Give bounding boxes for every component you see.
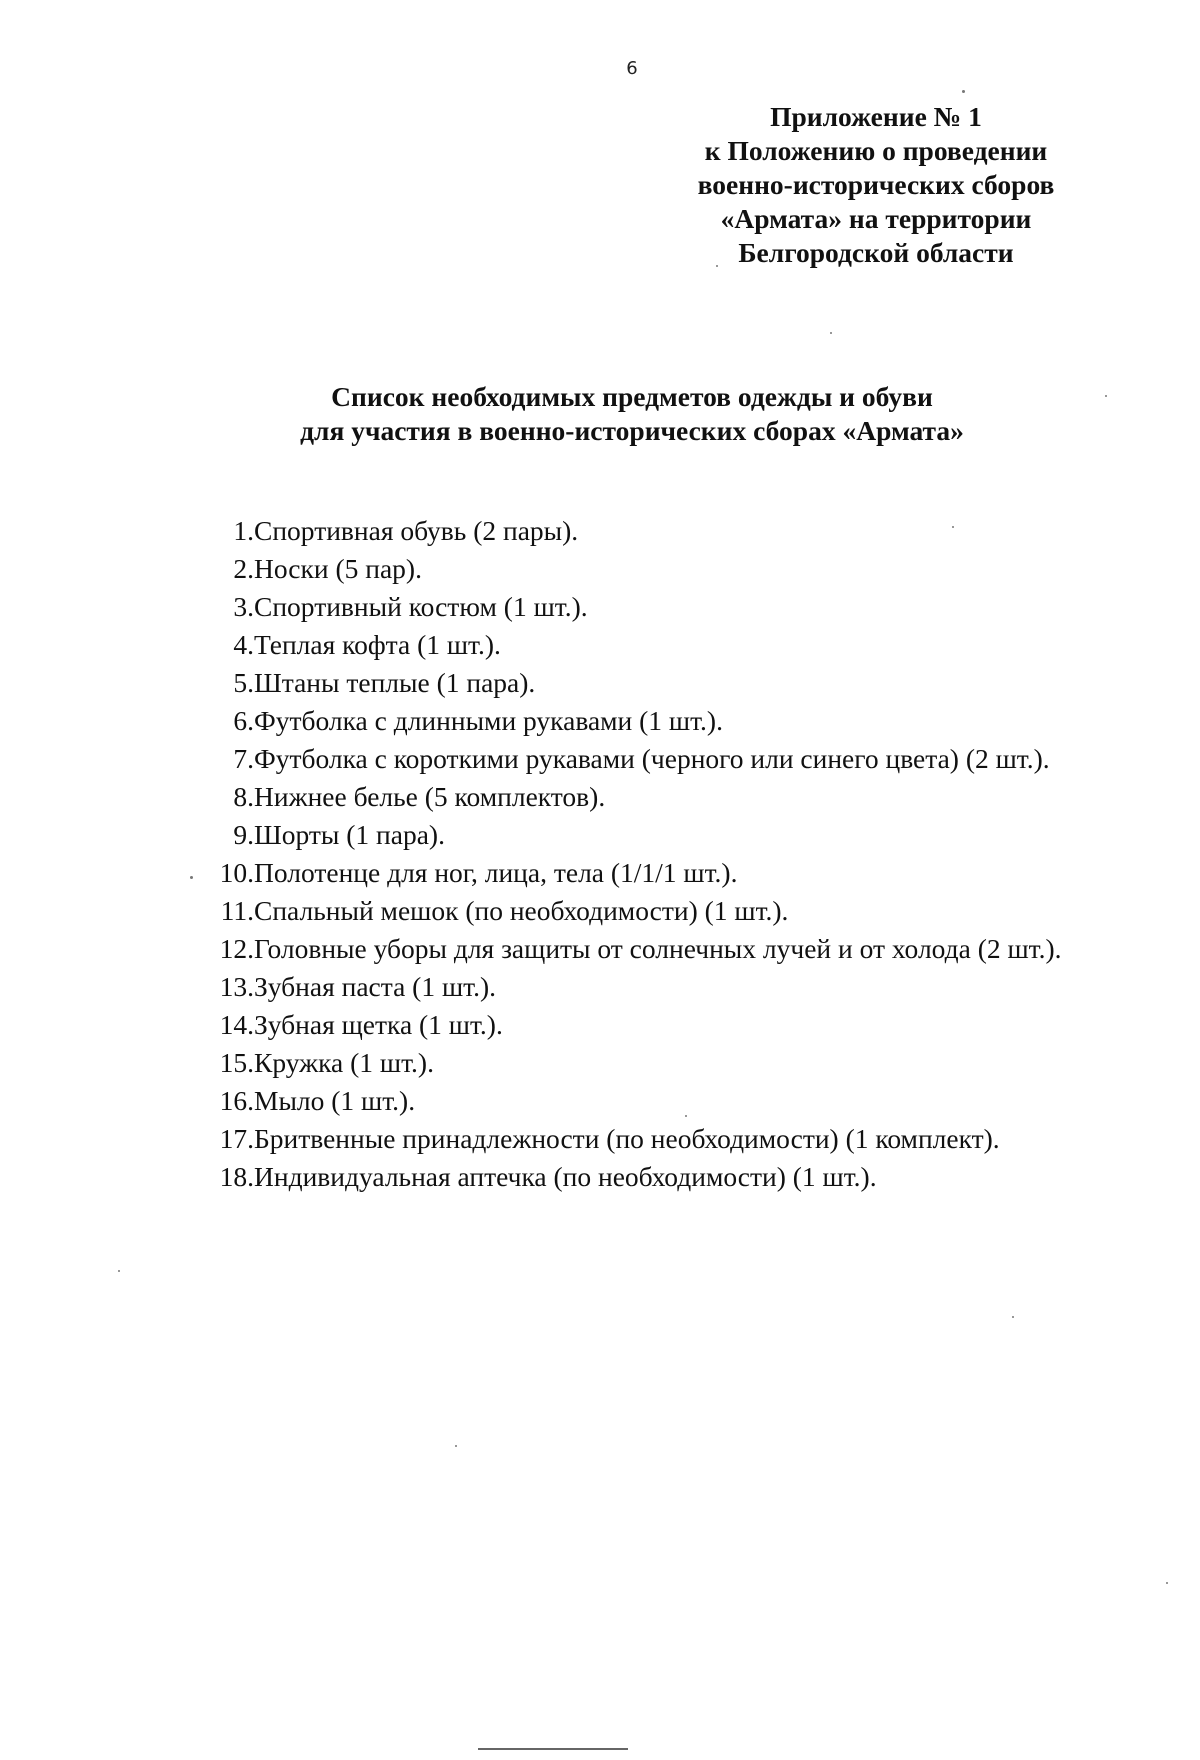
item-number: 17.: [219, 1123, 254, 1154]
item-number: 12.: [219, 933, 254, 964]
item-text: Нижнее белье (5 комплектов).: [254, 781, 606, 812]
appendix-line: Приложение № 1: [770, 101, 982, 132]
item-number: 11.: [220, 895, 254, 926]
list-item: [200, 1158, 1160, 1196]
item-text: Полотенце для ног, лица, тела (1/1/1 шт.).: [254, 857, 738, 888]
list-item: [200, 1082, 1160, 1120]
item-text: Спальный мешок (по необходимости) (1 шт.).: [254, 895, 789, 926]
scan-speck: [1012, 1316, 1014, 1318]
appendix-line: к Положению о проведении: [704, 135, 1048, 166]
list-item: [200, 626, 1160, 664]
list-item: [200, 588, 1160, 626]
item-number: 4.: [233, 629, 254, 660]
list-item: [200, 512, 1160, 550]
list-item: [200, 550, 1160, 588]
item-number: 7.: [233, 743, 254, 774]
scan-speck: [952, 526, 954, 528]
list-item: [200, 1006, 1160, 1044]
scan-speck: [962, 90, 965, 93]
item-text: Кружка (1 шт.).: [254, 1047, 434, 1078]
appendix-header: [660, 100, 1092, 270]
item-text: Штаны теплые (1 пара).: [254, 667, 536, 698]
item-number: 18.: [219, 1161, 254, 1192]
item-number: 16.: [219, 1085, 254, 1116]
item-text: Бритвенные принадлежности (по необходимости) (1 комплект).: [254, 1123, 1000, 1154]
item-text: Футболка с длинными рукавами (1 шт.).: [254, 705, 723, 736]
item-number: 15.: [219, 1047, 254, 1078]
list-item: [200, 892, 1160, 930]
item-text: Зубная паста (1 шт.).: [254, 971, 496, 1002]
item-text: Спортивная обувь (2 пары).: [254, 515, 579, 546]
list-item: [200, 1120, 1160, 1158]
item-text: Спортивный костюм (1 шт.).: [254, 591, 588, 622]
list-item: [200, 702, 1160, 740]
list-item: [200, 854, 1160, 892]
footer-line: [478, 1748, 628, 1750]
items-list: [200, 512, 1160, 1196]
document-title: [0, 380, 1200, 448]
scan-speck: [685, 1115, 687, 1117]
appendix-line: военно-исторических сборов: [697, 169, 1055, 200]
scan-speck: [1166, 1582, 1168, 1584]
item-text: Головные уборы для защиты от солнечных лучей и от холода (2 шт.).: [254, 933, 1062, 964]
scan-speck: [190, 876, 193, 879]
list-item: [200, 968, 1160, 1006]
item-text: Теплая кофта (1 шт.).: [254, 629, 501, 660]
item-number: 5.: [233, 667, 254, 698]
item-text: Носки (5 пар).: [254, 553, 422, 584]
list-item: [200, 930, 1160, 968]
scan-speck: [118, 1270, 120, 1272]
list-item: [200, 778, 1160, 816]
item-number: 3.: [233, 591, 254, 622]
item-number: 14.: [219, 1009, 254, 1040]
title-line: для участия в военно-исторических сборах «Армата»: [300, 415, 964, 446]
title-line: Список необходимых предметов одежды и обуви: [331, 381, 933, 412]
item-text: Шорты (1 пара).: [254, 819, 445, 850]
item-text: Мыло (1 шт.).: [254, 1085, 416, 1116]
item-number: 6.: [233, 705, 254, 736]
list-item: [200, 816, 1160, 854]
item-number: 2.: [233, 553, 254, 584]
item-number: 9.: [233, 819, 254, 850]
scan-speck: [455, 1445, 457, 1447]
list-item: [200, 664, 1160, 702]
appendix-line: Белгородской области: [738, 237, 1014, 268]
item-number: 10.: [219, 857, 254, 888]
item-number: 8.: [233, 781, 254, 812]
list-item: [200, 740, 1160, 778]
item-number: 13.: [219, 971, 254, 1002]
item-text: Футболка с короткими рукавами (черного или синего цвета) (2 шт.).: [254, 743, 1050, 774]
item-number: 1.: [233, 515, 254, 546]
page-number: 6: [626, 58, 638, 79]
item-text: Индивидуальная аптечка (по необходимости) (1 шт.).: [254, 1161, 877, 1192]
scan-speck: [1105, 395, 1107, 397]
scan-speck: [716, 265, 718, 267]
scan-speck: [830, 332, 832, 334]
item-text: Зубная щетка (1 шт.).: [254, 1009, 503, 1040]
appendix-line: «Армата» на территории: [720, 203, 1032, 234]
list-item: [200, 1044, 1160, 1082]
